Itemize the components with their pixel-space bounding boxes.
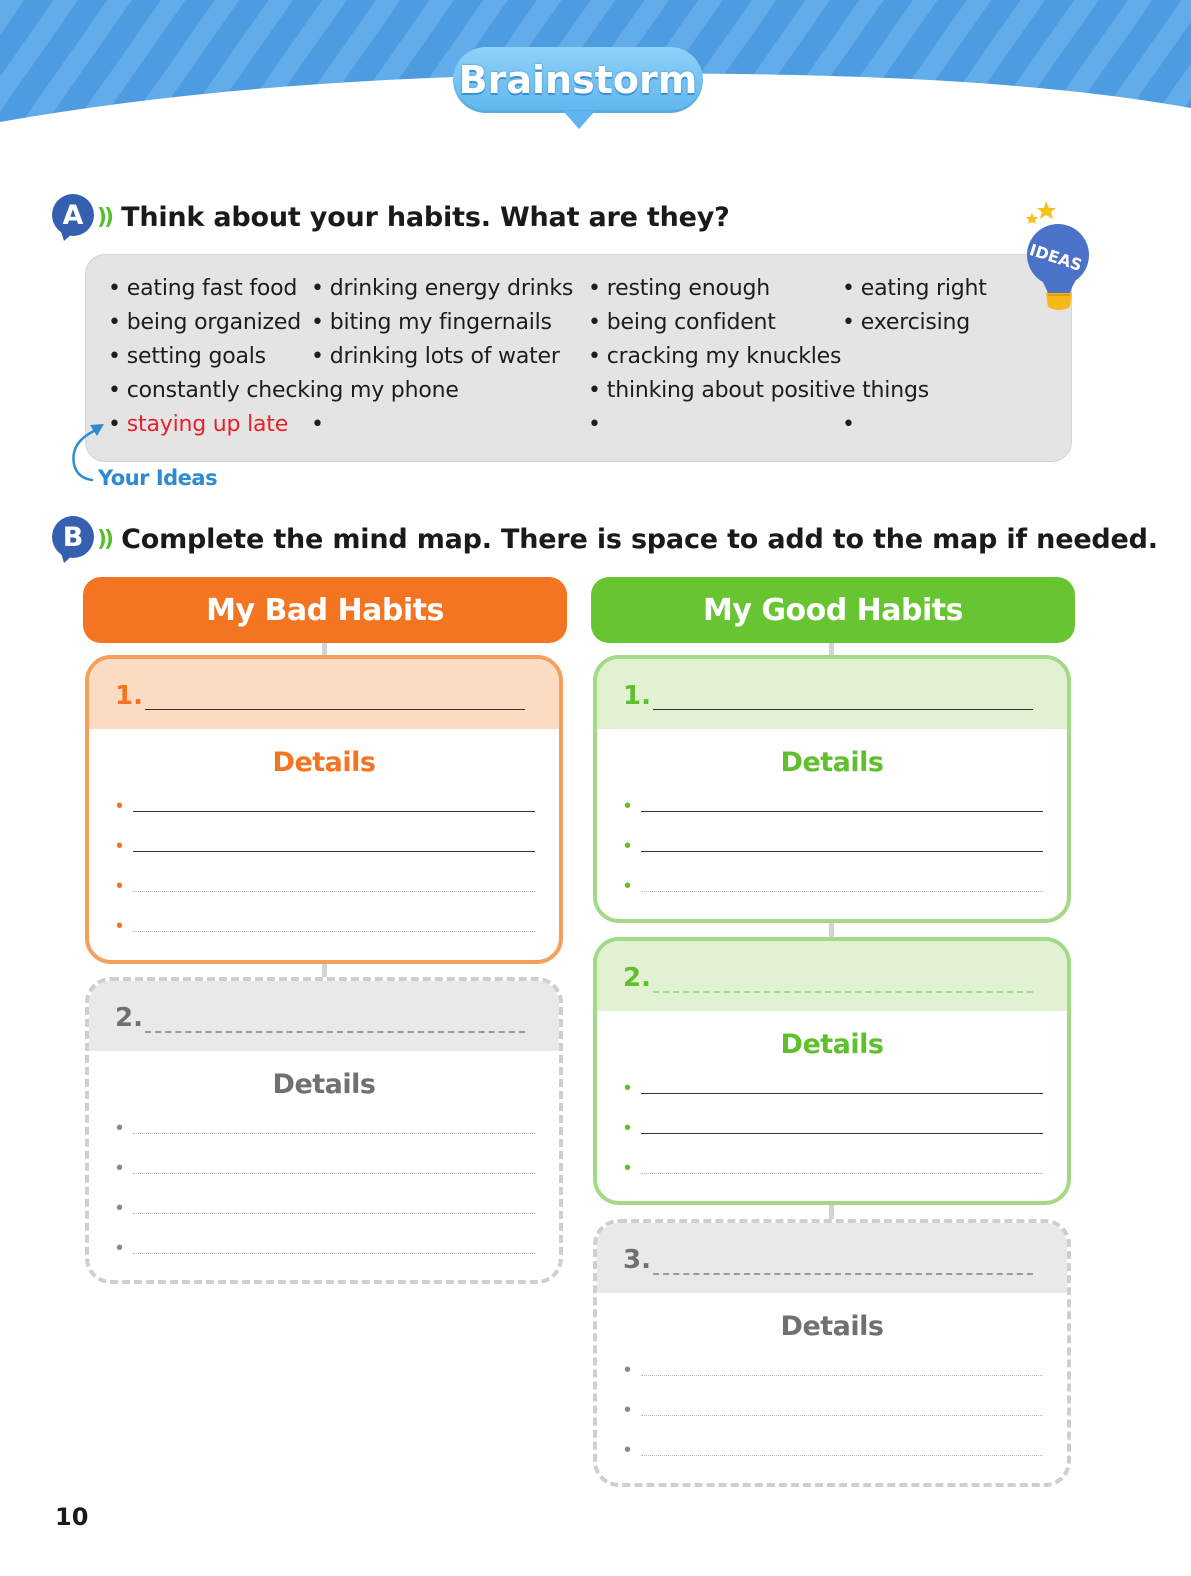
bad-habits-heading: My Bad Habits — [83, 577, 567, 643]
section-a-heading — [50, 194, 730, 240]
good-habit-card-1 — [593, 655, 1071, 923]
details-label: Details — [780, 1311, 884, 1342]
idea-item: • being organized — [108, 310, 301, 335]
audio-icon: )) — [97, 204, 112, 230]
section-b-instruction: Complete the mind map. There is space to add to the map if needed. — [121, 523, 1158, 555]
audio-icon: )) — [97, 526, 112, 552]
card-number: 1. — [623, 681, 651, 711]
card-number: 3. — [623, 1245, 651, 1275]
svg-text:IDEAS: IDEAS — [1027, 240, 1085, 275]
ideas-box — [85, 254, 1072, 462]
idea-item: • thinking about positive things — [588, 378, 929, 403]
idea-item-example: • staying up late — [108, 412, 289, 437]
idea-item: • eating fast food — [108, 276, 298, 301]
detail-line[interactable]: • — [621, 1119, 1043, 1137]
idea-item: • eating right — [842, 276, 987, 301]
detail-line[interactable]: • — [621, 877, 1043, 895]
idea-item: • cracking my knuckles — [588, 344, 842, 369]
habit-title-input[interactable] — [653, 991, 1033, 993]
page-title: Brainstorm — [453, 47, 703, 113]
idea-item: • constantly checking my phone — [108, 378, 459, 403]
detail-line[interactable]: • — [113, 797, 535, 815]
section-a-instruction: Think about your habits. What are they? — [121, 201, 730, 233]
detail-line[interactable]: • — [113, 1159, 535, 1177]
card-number: 1. — [115, 681, 143, 711]
detail-line[interactable]: • — [621, 1159, 1043, 1177]
detail-line[interactable]: • — [621, 1401, 1043, 1419]
good-habit-card-3 — [593, 1219, 1071, 1487]
detail-line[interactable]: • — [113, 877, 535, 895]
details-label: Details — [780, 1029, 884, 1060]
idea-item: • drinking energy drinks — [311, 276, 574, 301]
details-label: Details — [272, 747, 376, 778]
bad-habit-card-1 — [85, 655, 563, 964]
card-number: 2. — [623, 963, 651, 993]
detail-line[interactable]: • — [621, 797, 1043, 815]
details-label: Details — [272, 1069, 376, 1100]
detail-line[interactable]: • — [621, 1441, 1043, 1459]
detail-line[interactable]: • — [113, 1119, 535, 1137]
detail-line[interactable]: • — [621, 1361, 1043, 1379]
detail-line[interactable]: • — [113, 1239, 535, 1257]
card-number: 2. — [115, 1003, 143, 1033]
habit-title-input[interactable] — [145, 709, 525, 710]
section-b-badge: B — [50, 516, 96, 562]
good-habits-heading: My Good Habits — [591, 577, 1075, 643]
section-a-badge: A — [50, 194, 96, 240]
idea-blank[interactable]: • — [842, 412, 855, 437]
your-ideas-label: Your Ideas — [98, 466, 218, 490]
detail-line[interactable]: • — [621, 837, 1043, 855]
page-number: 10 — [55, 1503, 89, 1531]
idea-item: • drinking lots of water — [311, 344, 560, 369]
habit-title-input[interactable] — [653, 1273, 1033, 1275]
idea-blank[interactable]: • — [588, 412, 601, 437]
bad-habit-card-2 — [85, 977, 563, 1284]
idea-item: • setting goals — [108, 344, 266, 369]
idea-blank[interactable]: • — [311, 412, 324, 437]
ideas-lightbulb-icon — [1018, 195, 1098, 315]
good-habit-card-2 — [593, 937, 1071, 1205]
idea-item: • biting my fingernails — [311, 310, 552, 335]
idea-item: • being confident — [588, 310, 776, 335]
detail-line[interactable]: • — [113, 917, 535, 935]
details-label: Details — [780, 747, 884, 778]
habit-title-input[interactable] — [653, 709, 1033, 710]
idea-item: • exercising — [842, 310, 971, 335]
idea-item: • resting enough — [588, 276, 770, 301]
section-b-heading — [50, 516, 1158, 562]
detail-line[interactable]: • — [113, 1199, 535, 1217]
detail-line[interactable]: • — [621, 1079, 1043, 1097]
habit-title-input[interactable] — [145, 1031, 525, 1033]
detail-line[interactable]: • — [113, 837, 535, 855]
